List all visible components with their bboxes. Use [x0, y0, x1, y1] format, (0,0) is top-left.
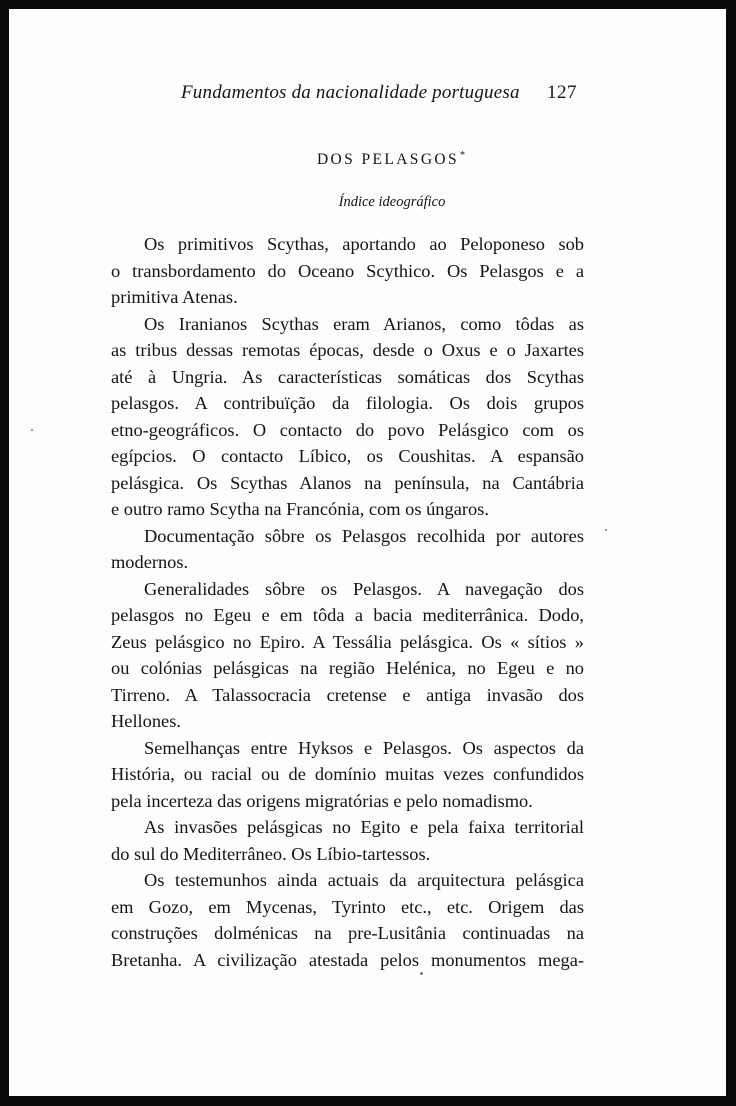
text-line: Hellones. — [111, 711, 181, 731]
text-line: do sul do Mediterrâneo. Os Líbio-tartessos. — [111, 843, 431, 864]
paper-speck — [605, 529, 607, 531]
paragraph — [111, 311, 584, 523]
text-line: o transbordamento do Oceano Scythico. Os Pelasgos e a — [111, 260, 584, 281]
text-line: Os Iranianos Scythas eram Arianos, como tôdas as — [144, 313, 584, 334]
paragraph — [111, 814, 584, 867]
text-line: construções dolménicas na pre-Lusitânia continuadas na — [111, 923, 584, 943]
text-line: ou colónias pelásgicas na região Helénica, no Egeu e no — [111, 658, 584, 678]
text-line: pelasgos. A contribuïção da filologia. Os dois grupos — [111, 393, 584, 413]
running-title: Fundamentos da nacionalidade portuguesa — [181, 82, 520, 103]
subheading-text: Índice ideográfico — [338, 194, 446, 210]
running-head — [181, 82, 577, 112]
text-line: Bretanha. A civilização atestada pelos monumentos mega- — [111, 949, 584, 970]
text-line: etno-geográficos. O contacto do povo Pelásgico com os — [111, 419, 584, 440]
text-line: Generalidades sôbre os Pelasgos. A navegação dos — [144, 578, 584, 599]
text-line: as tribus dessas remotas épocas, desde o Oxus e o Jaxartes — [111, 340, 584, 360]
section-heading — [9, 150, 736, 169]
text-line: As invasões pelásgicas no Egito e pela faixa territorial — [144, 817, 584, 837]
paper-speck — [420, 972, 423, 975]
text-line: egípcios. O contacto Líbico, os Coushitas. A espansão — [111, 446, 584, 466]
text-line: até à Ungria. As características somáticas dos Scythas — [111, 366, 584, 387]
paper-speck — [31, 429, 33, 431]
text-line: pela incerteza das origens migratórias e pelo nomadismo. — [111, 790, 533, 811]
paragraph — [111, 867, 584, 973]
section-title: DOS PELASGOS — [316, 151, 460, 169]
text-line: primitiva Atenas. — [111, 287, 238, 307]
paragraph — [111, 576, 584, 735]
section-subheading — [9, 194, 736, 211]
text-line: pelásgica. Os Scythas Alanos na península, na Cantábria — [111, 472, 584, 493]
text-line: em Gozo, em Mycenas, Tyrinto etc., etc. Origem das — [111, 896, 584, 917]
text-line: pelasgos no Egeu e em tôda a bacia mediterrânica. Dodo, — [111, 605, 584, 625]
text-line: Tirreno. A Talassocracia cretense e antiga invasão dos — [111, 684, 584, 705]
text-line: Semelhanças entre Hyksos e Pelasgos. Os aspectos da — [144, 737, 584, 758]
footnote-mark: * — [460, 150, 466, 161]
text-line: e outro ramo Scytha na Francónia, com os úngaros. — [111, 499, 489, 519]
text-line: Documentação sôbre os Pelasgos recolhida por autores — [144, 525, 584, 546]
text-line: modernos. — [111, 552, 189, 572]
page-number: 127 — [547, 82, 577, 103]
text-line: Os testemunhos ainda actuais da arquitectura pelásgica — [144, 870, 584, 890]
text-line: Os primitivos Scythas, aportando ao Peloponeso sob — [144, 234, 584, 254]
body-text — [111, 231, 584, 973]
paragraph — [111, 523, 584, 576]
paragraph — [111, 735, 584, 815]
text-line: História, ou racial ou de domínio muitas vezes confundidos — [111, 764, 584, 784]
text-line: Zeus pelásgico no Epiro. A Tessália pelásgica. Os « sítios » — [111, 631, 584, 652]
paragraph — [111, 231, 584, 311]
